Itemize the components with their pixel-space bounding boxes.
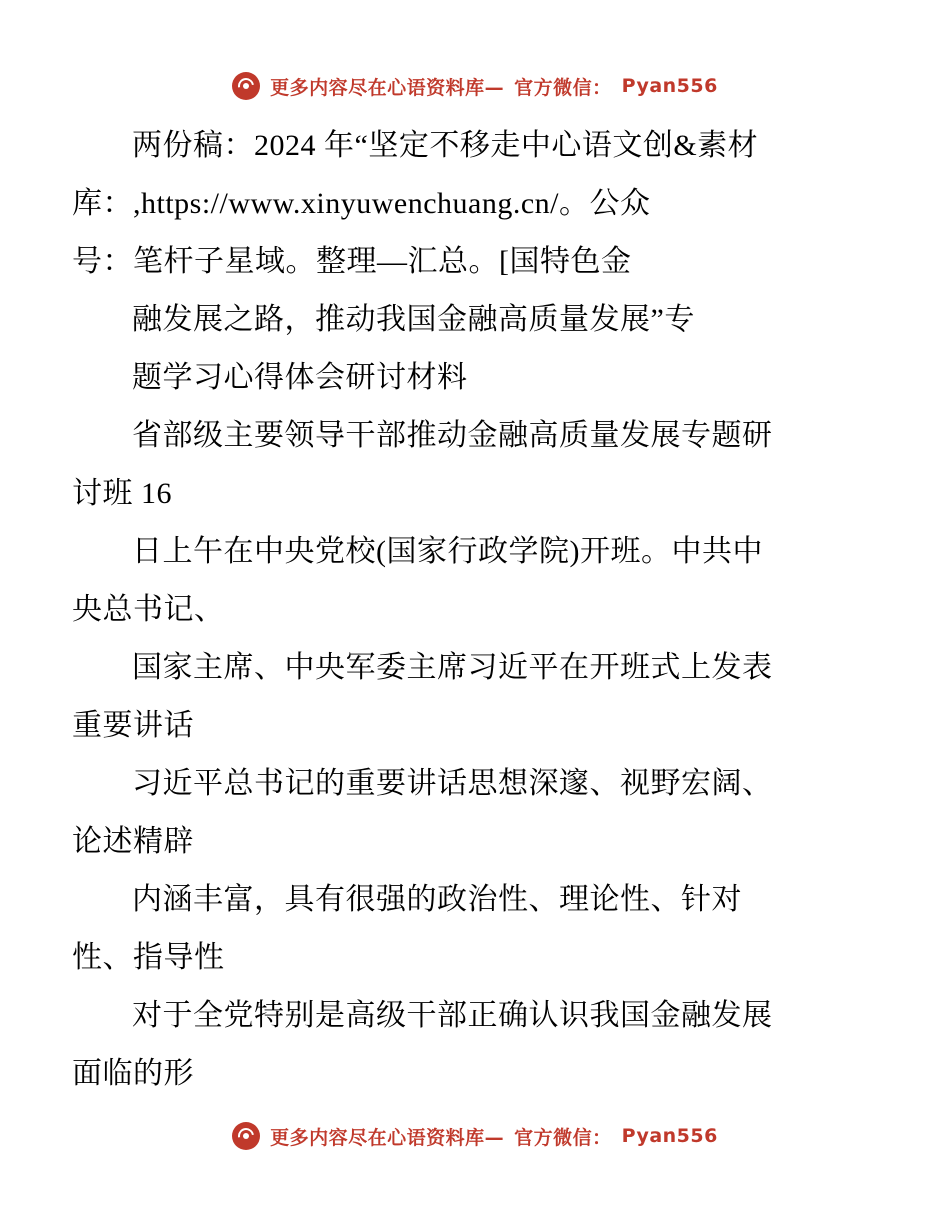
document-line: 号：笔杆子星域。整理—汇总。[国特色金 — [72, 245, 632, 278]
watermark-wechat-label: 官方微信： — [514, 76, 612, 99]
document-line: 对于全党特别是高级干部正确认识我国金融发展 — [132, 999, 773, 1032]
document-line: 论述精辟 — [72, 825, 194, 858]
document-line: 讨班 16 — [72, 477, 172, 510]
document-line: 央总书记、 — [72, 593, 225, 626]
document-line: 日上午在中央党校(国家行政学院)开班。中共中 — [132, 535, 763, 568]
watermark-wechat-id: Pyan556 — [621, 1125, 718, 1147]
document-line: 习近平总书记的重要讲话思想深邃、视野宏阔、 — [132, 767, 773, 800]
document-line: 国家主席、中央军委主席习近平在开班式上发表 — [132, 651, 773, 684]
document-line: 面临的形 — [72, 1057, 194, 1090]
watermark-main-text: 更多内容尽在心语资料库— — [270, 1126, 505, 1149]
document-line: 库：,https://www.xinyuwenchuang.cn/。公众 — [72, 187, 651, 220]
watermark-main-text: 更多内容尽在心语资料库— — [270, 76, 505, 99]
document-line: 性、指导性 — [72, 941, 225, 974]
document-line: 融发展之路，推动我国金融高质量发展”专 — [132, 303, 695, 336]
document-line: 省部级主要领导干部推动金融高质量发展专题研 — [132, 419, 773, 452]
watermark-wechat-id: Pyan556 — [621, 75, 718, 97]
document-line: 内涵丰富，具有很强的政治性、理论性、针对 — [132, 883, 742, 916]
document-body — [72, 118, 882, 1104]
compass-logo-icon — [232, 1122, 260, 1150]
document-line: 题学习心得体会研讨材料 — [132, 361, 468, 394]
watermark-banner-top — [0, 72, 950, 100]
watermark-wechat-label: 官方微信： — [514, 1126, 612, 1149]
compass-logo-icon — [232, 72, 260, 100]
watermark-banner-bottom — [0, 1122, 950, 1150]
document-line: 重要讲话 — [72, 709, 194, 742]
document-line: 两份稿：2024 年“坚定不移走中心语文创&素材 — [132, 129, 759, 162]
